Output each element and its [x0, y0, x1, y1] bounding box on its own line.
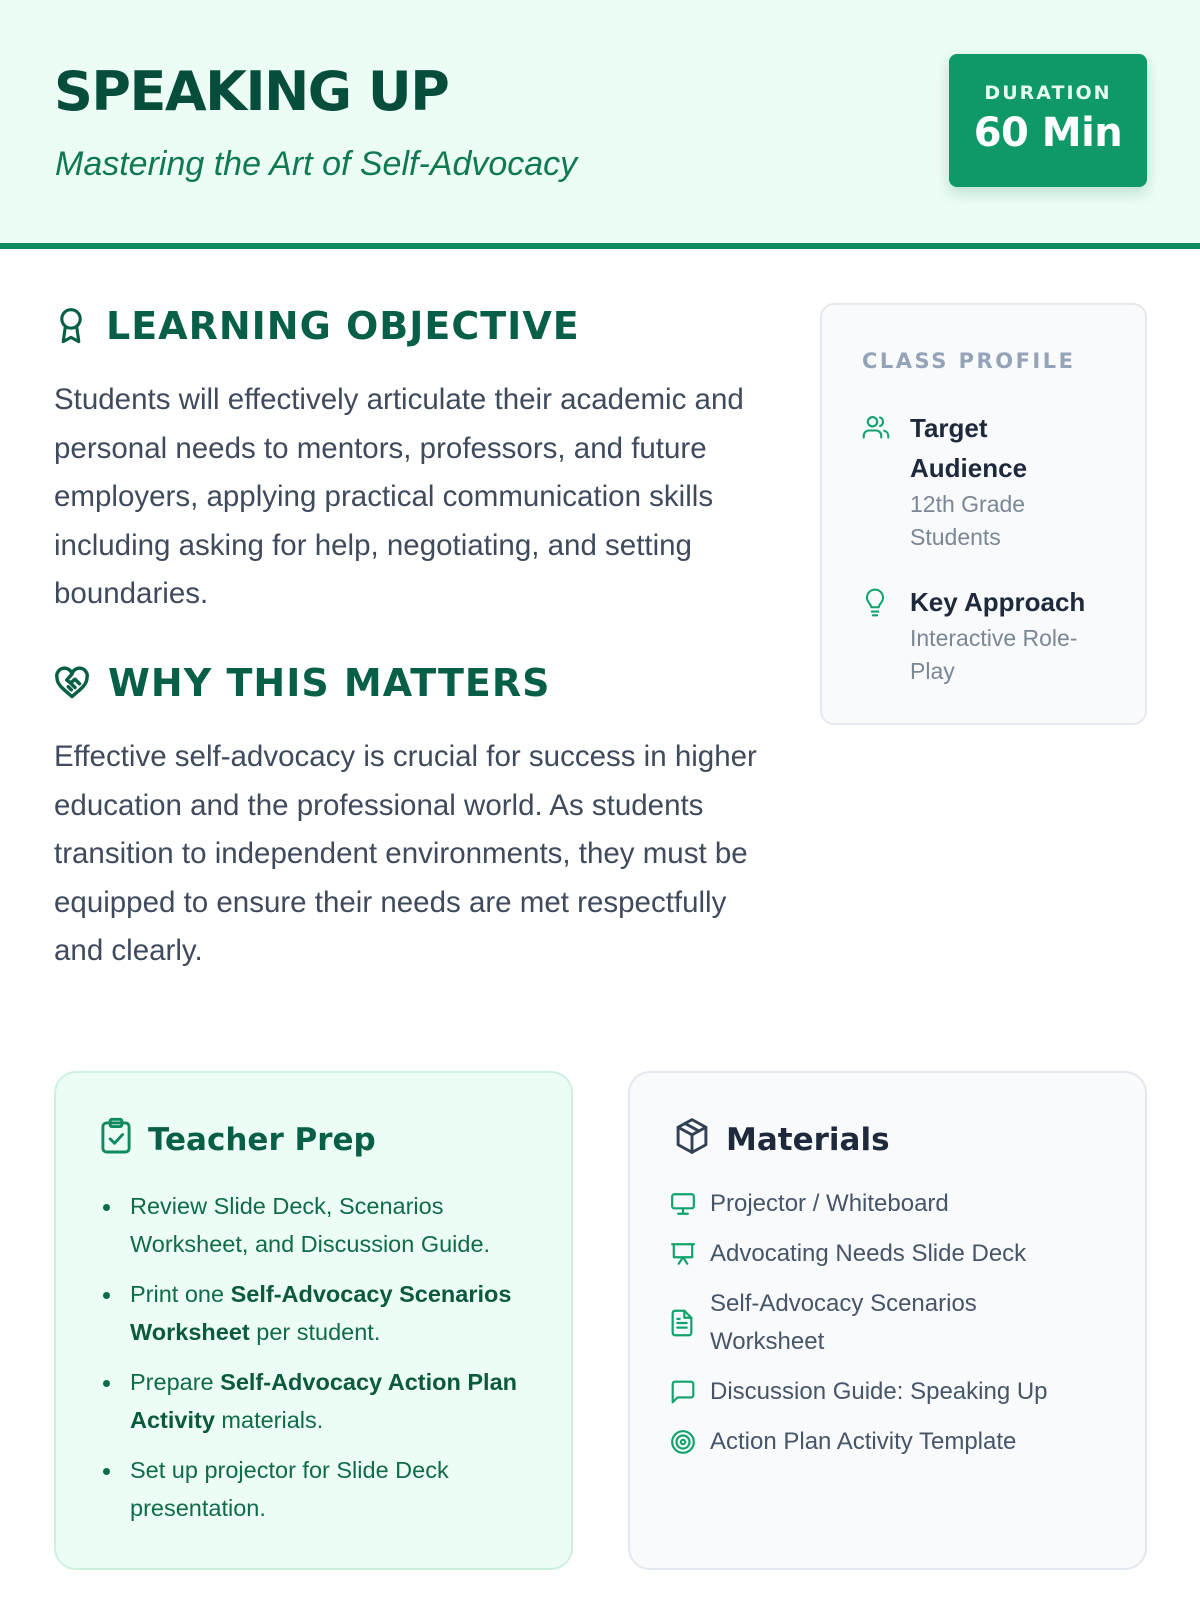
material-label: Action Plan Activity Template	[710, 1428, 1017, 1455]
material-item	[670, 1285, 1120, 1361]
profile-audience-label: Target Audience	[910, 413, 1028, 483]
heart-handshake-icon	[54, 666, 90, 700]
teacher-prep-card	[54, 1071, 573, 1570]
class-profile-card	[820, 303, 1147, 725]
duration-badge	[949, 54, 1147, 187]
profile-approach-value: Interactive Role-Play	[910, 625, 1078, 684]
objective-text: Students will effectively articulate their academic and personal needs to mentors, professors, and future employers, applying practical communication skills including asking for help, negotiating, and setting boundaries.	[54, 383, 744, 610]
teacher-prep-title: Teacher Prep	[148, 1122, 376, 1158]
materials-heading	[674, 1117, 890, 1163]
material-item	[670, 1373, 1120, 1411]
material-label: Self-Advocacy Scenarios Worksheet	[710, 1290, 977, 1355]
objective-heading-text: LEARNING OBJECTIVE	[106, 304, 580, 348]
objective-heading	[54, 304, 580, 348]
profile-approach-label: Key Approach	[910, 587, 1086, 617]
materials-title: Materials	[726, 1122, 890, 1158]
users-icon	[862, 408, 892, 554]
presentation-icon	[670, 1241, 696, 1267]
why-text: Effective self-advocacy is crucial for success in higher education and the professional world. As students transition to independent environments, they must be equipped to ensure their needs are met respectfully and clearly.	[54, 740, 757, 967]
profile-audience-value: 12th Grade Students	[910, 491, 1026, 550]
class-profile-title: CLASS PROFILE	[862, 349, 1076, 373]
target-icon	[670, 1429, 696, 1455]
materials-card	[628, 1071, 1147, 1570]
material-item	[670, 1235, 1120, 1273]
message-square-icon	[670, 1379, 696, 1405]
lightbulb-icon	[862, 582, 892, 688]
duration-label: DURATION	[984, 82, 1112, 104]
prep-item: Prepare Self-Advocacy Action Plan Activity materials.	[130, 1364, 550, 1439]
why-heading	[54, 661, 551, 705]
material-label: Advocating Needs Slide Deck	[710, 1240, 1027, 1267]
material-item	[670, 1185, 1120, 1223]
materials-list	[670, 1185, 1120, 1473]
teacher-prep-heading	[100, 1117, 376, 1163]
page-title: SPEAKING UP	[54, 60, 449, 123]
teacher-prep-list	[130, 1188, 550, 1540]
material-item	[670, 1423, 1120, 1461]
page-subtitle: Mastering the Art of Self-Advocacy	[55, 145, 578, 183]
header	[0, 0, 1200, 249]
award-icon	[54, 306, 88, 346]
profile-item-audience	[862, 408, 1090, 554]
box-icon	[674, 1117, 710, 1163]
material-label: Discussion Guide: Speaking Up	[710, 1378, 1048, 1405]
prep-item: Set up projector for Slide Deck presentation.	[130, 1452, 550, 1527]
monitor-icon	[670, 1192, 696, 1216]
prep-item: Review Slide Deck, Scenarios Worksheet, and Discussion Guide.	[130, 1188, 550, 1263]
material-label: Projector / Whiteboard	[710, 1190, 949, 1217]
profile-item-approach	[862, 582, 1110, 688]
file-text-icon	[670, 1309, 696, 1337]
prep-item: Print one Self-Advocacy Scenarios Worksheet per student.	[130, 1276, 550, 1351]
why-heading-text: WHY THIS MATTERS	[108, 661, 551, 705]
duration-value: 60 Min	[973, 110, 1123, 156]
clipboard-check-icon	[100, 1117, 132, 1163]
